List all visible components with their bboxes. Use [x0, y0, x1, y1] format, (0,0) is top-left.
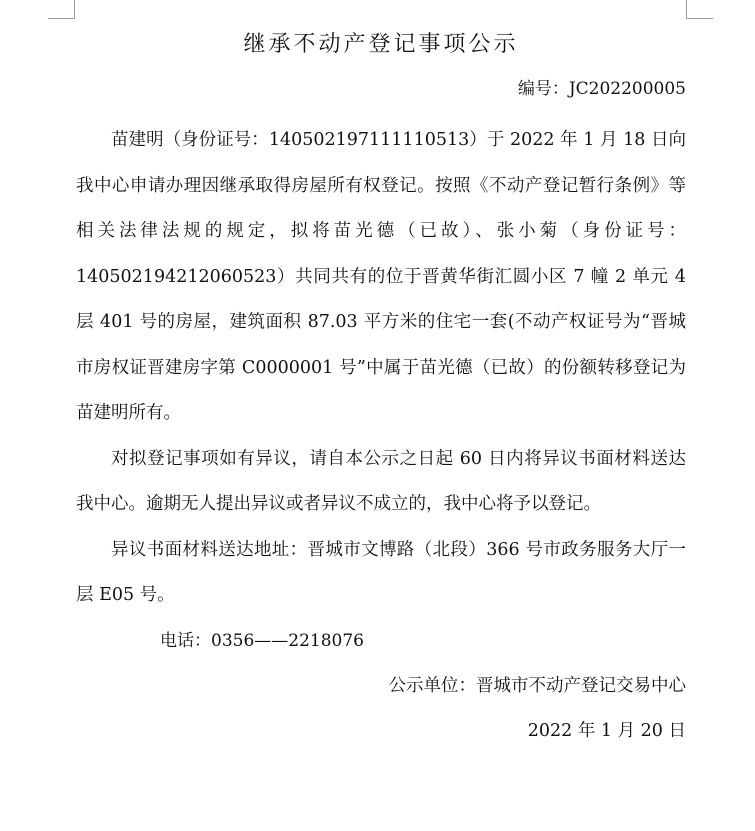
document-page: [76, 28, 686, 754]
paragraph-objection: 对拟登记事项如有异议，请自本公示之日起 60 日内将异议书面材料送达我中心。逾期无人提出异议或者异议不成立的，我中心将予以登记。: [76, 448, 686, 514]
crop-mark-top-left: [48, 0, 75, 19]
issuing-unit: 公示单位：晋城市不动产登记交易中心: [388, 675, 686, 696]
paragraph-address: 异议书面材料送达地址：晋城市文博路（北段）366 号市政务服务大厅一层 E05 号。: [76, 539, 686, 605]
document-title: 继承不动产登记事项公示: [243, 32, 519, 57]
paragraph-application: 苗建明（身份证号：140502197111110513）于 2022 年 1 月 18 日向我中心申请办理因继承取得房屋所有权登记。按照《不动产登记暂行条例》等相关法律法规的规定，拟将苗光德（已故）、张小菊（身份证号：140502194212060523）共同共有的位于晋黄华街汇圆小区 7 幢 2 单元 4 层 401 号的房屋，建筑面积 87.03 平方米的住宅一套(不动产权证号为“晋城市房权证晋建房字第 C0000001 号”中属于苗光德（已故）的份额转移登记为苗建明所有。: [76, 130, 686, 423]
crop-mark-top-right: [686, 0, 713, 19]
contact-phone: 电话：0356——2218076: [160, 630, 364, 651]
issue-date: 2022 年 1 月 20 日: [527, 720, 686, 741]
document-number: 编号：JC202200005: [517, 79, 686, 99]
